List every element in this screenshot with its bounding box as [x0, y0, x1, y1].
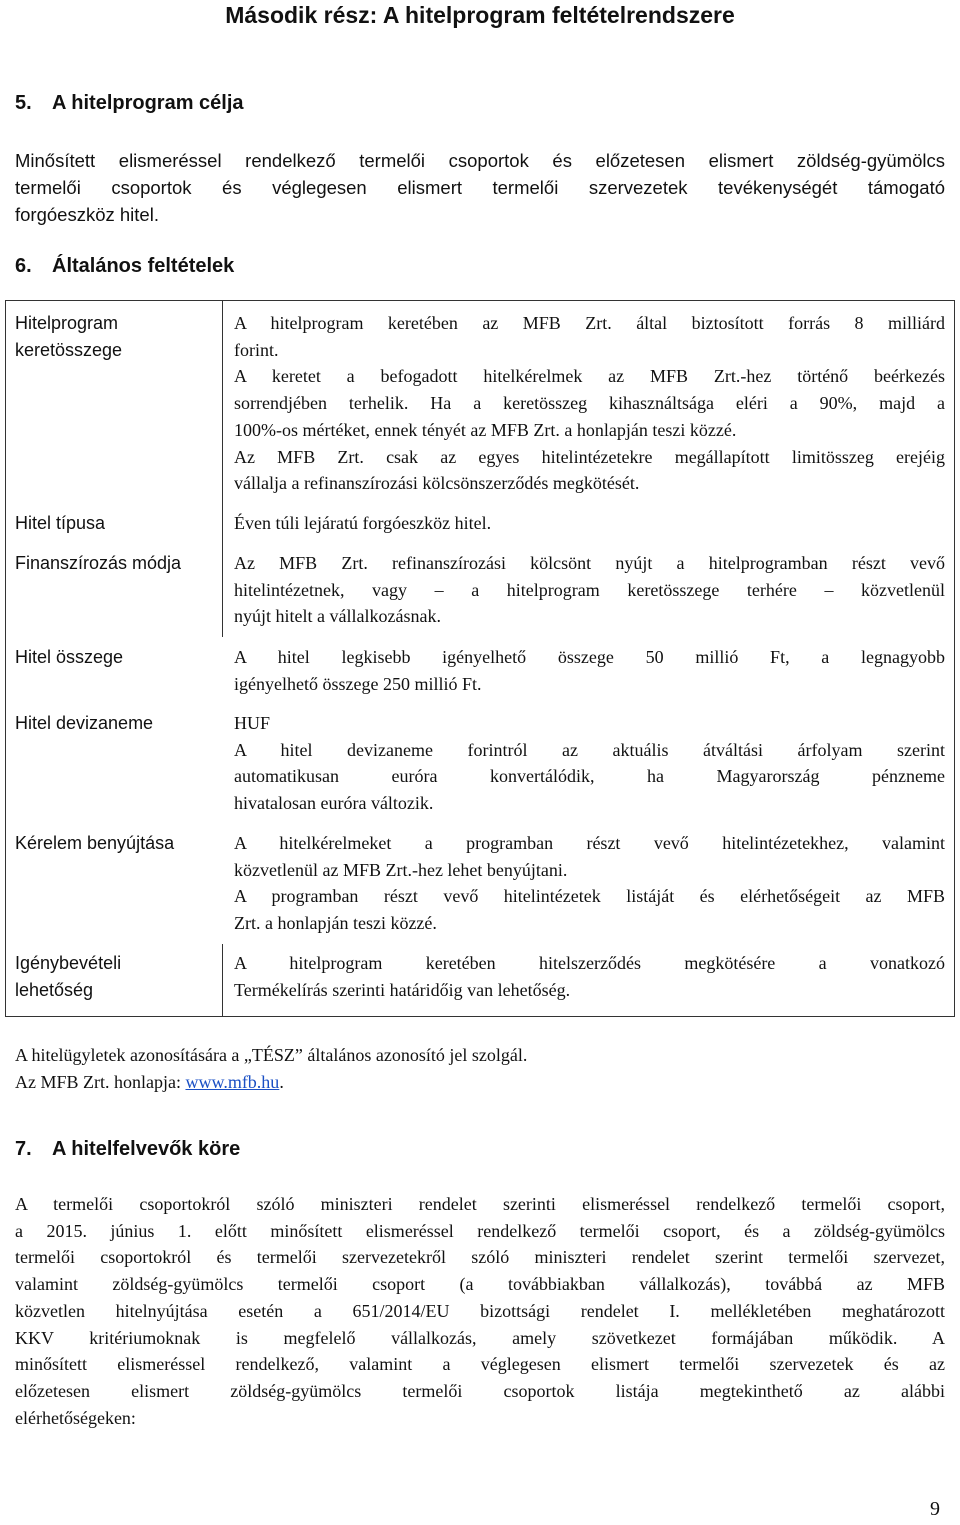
row-label-line: Hitel típusa [15, 513, 106, 533]
paragraph-line: termelői csoportokról és termelői szervezetekről szóló miniszteri rendelet szerint termelői szervezet, [15, 1247, 945, 1268]
row-label-line: Igénybevételi [15, 953, 122, 973]
section-5-heading [15, 92, 244, 115]
note-suffix: . [279, 1071, 284, 1092]
paragraph-line: KKV kritériumoknak is megfelelő vállalkozás, amely szövetkezet formájában működik. A [15, 1327, 945, 1348]
note-prefix: Az MFB Zrt. honlapja: [15, 1071, 186, 1092]
table-border-top [5, 300, 955, 301]
row-value [234, 710, 945, 817]
note-line [15, 1069, 945, 1096]
table-column-divider [222, 300, 223, 637]
row-label-line: Finanszírozás módja [15, 553, 182, 573]
paragraph-line: termelői csoportok és véglegesen elismert termelői szervezetek tevékenységét támogató [15, 177, 945, 198]
section-7-heading [15, 1138, 240, 1161]
row-label [15, 510, 215, 537]
row-value-line: vállalja a refinanszírozási kölcsönszerződés megkötését. [234, 473, 640, 494]
section-7-paragraph [15, 1191, 945, 1431]
paragraph-line: minősített elismeréssel rendelkező, valamint a véglegesen elismert termelői szervezetek és az [15, 1354, 945, 1375]
row-value-line: forint. [234, 339, 279, 360]
row-value-line: 100%-os mértéket, ennek tényét az MFB Zrt. a honlapján teszi közzé. [234, 419, 737, 440]
row-label [15, 830, 215, 857]
note-line: A hitelügyletek azonosítására a „TÉSZ” általános azonosító jel szolgál. [15, 1045, 528, 1065]
row-value [234, 644, 945, 697]
row-label [15, 710, 215, 737]
row-label-line: Kérelem benyújtása [15, 833, 175, 853]
row-value-line: A keretet a befogadott hitelkérelmek az MFB Zrt.-hez történő beérkezés [234, 366, 945, 387]
row-value-line: nyújt hitelt a vállalkozásnak. [234, 606, 441, 627]
row-label-line: Hitelprogram [15, 313, 119, 333]
paragraph-line: forgóeszköz hitel. [15, 204, 159, 225]
row-value-line: Éven túli lejáratú forgóeszköz hitel. [234, 513, 492, 533]
row-label-line: lehetőség [15, 979, 94, 1000]
page-title: Második rész: A hitelprogram feltételrendszere [225, 2, 735, 28]
section-5-paragraph [15, 147, 945, 228]
row-value-line: A hitelkérelmeket a programban részt vevő hitelintézetekhez, valamint [234, 833, 945, 853]
paragraph-line: közvetlen hitelnyújtása esetén a 651/2014/EU bizottsági rendelet I. mellékletében meghatározott [15, 1300, 945, 1321]
row-value-line: Az MFB Zrt. refinanszírozási kölcsönt nyújt a hitelprogramban részt vevő [234, 553, 945, 573]
paragraph-line: Minősített elismeréssel rendelkező termelői csoportok és előzetesen elismert zöldség-gyümölcs [15, 150, 945, 171]
row-value-line: A hitelprogram keretében hitelszerződés megkötésére a vonatkozó [234, 953, 945, 973]
table-border-left [5, 300, 6, 1017]
section-title: Általános feltételek [52, 255, 235, 277]
row-value-line: Termékelírás szerinti határidőig van lehetőség. [234, 979, 571, 1000]
table-border-right [954, 300, 955, 1017]
row-label-line: Hitel devizaneme [15, 713, 154, 733]
row-value-line: Zrt. a honlapján teszi közzé. [234, 913, 437, 934]
row-value-line: igényelhető összege 250 millió Ft. [234, 673, 482, 694]
row-value-line: A programban részt vevő hitelintézetek listáját és elérhetőségeit az MFB [234, 886, 945, 907]
section-title: A hitelfelvevők köre [52, 1138, 241, 1160]
row-value-line: HUF [234, 713, 271, 733]
row-label-line: keretösszege [15, 339, 123, 360]
paragraph-line: előzetesen elismert zöldség-gyümölcs termelői csoportok listája megtekinthető az alábbi [15, 1380, 945, 1401]
row-value [234, 510, 945, 537]
section-number: 5. [15, 92, 32, 114]
row-value-line: automatikusan euróra konvertálódik, ha Magyarország pénzneme [234, 766, 945, 787]
notes [15, 1042, 945, 1095]
row-label [15, 644, 215, 671]
section-number: 7. [15, 1138, 32, 1160]
row-value-line: Az MFB Zrt. csak az egyes hitelintézetekre megállapított limitösszeg erejéig [234, 446, 945, 467]
page-number: 9 [930, 1498, 940, 1520]
row-label [15, 950, 215, 1003]
row-label [15, 550, 215, 577]
row-value [234, 830, 945, 937]
row-value-line: hivatalosan euróra változik. [234, 793, 434, 814]
row-label-line: Hitel összege [15, 647, 124, 667]
row-value-line: sorrendjében terhelik. Ha a keretösszeg kihasználtsága eléri a 90%, majd a [234, 393, 945, 414]
row-value-line: A hitel devizaneme forintról az aktuális átváltási árfolyam szerint [234, 739, 945, 760]
row-value [234, 310, 945, 497]
row-value-line: A hitelprogram keretében az MFB Zrt. által biztosított forrás 8 milliárd [234, 313, 945, 333]
row-value-line: közvetlenül az MFB Zrt.-hez lehet benyújtani. [234, 859, 568, 880]
section-6-heading [15, 255, 234, 278]
section-title: A hitelprogram célja [52, 92, 244, 114]
paragraph-line: A termelői csoportokról szóló miniszteri rendelet szerinti elismeréssel rendelkező termelői csoport, [15, 1194, 945, 1214]
mfb-website-link[interactable]: www.mfb.hu [185, 1071, 280, 1092]
table-border-bottom [5, 1016, 955, 1017]
row-label [15, 310, 215, 363]
table-column-divider [222, 944, 223, 1016]
row-value-line: hitelintézetnek, vagy – a hitelprogram keretösszege terhére – közvetlenül [234, 579, 945, 600]
row-value-line: A hitel legkisebb igényelhető összege 50 millió Ft, a legnagyobb [234, 647, 945, 667]
paragraph-line: valamint zöldség-gyümölcs termelői csoport (a továbbiakban vállalkozás), továbbá az MFB [15, 1274, 945, 1295]
row-value [234, 950, 945, 1003]
section-number: 6. [15, 255, 32, 277]
paragraph-line: elérhetőségeken: [15, 1407, 136, 1428]
row-value [234, 550, 945, 630]
paragraph-line: a 2015. június 1. előtt minősített elismeréssel rendelkező termelői csoport, és a zöldség-gyümölcs [15, 1220, 945, 1241]
